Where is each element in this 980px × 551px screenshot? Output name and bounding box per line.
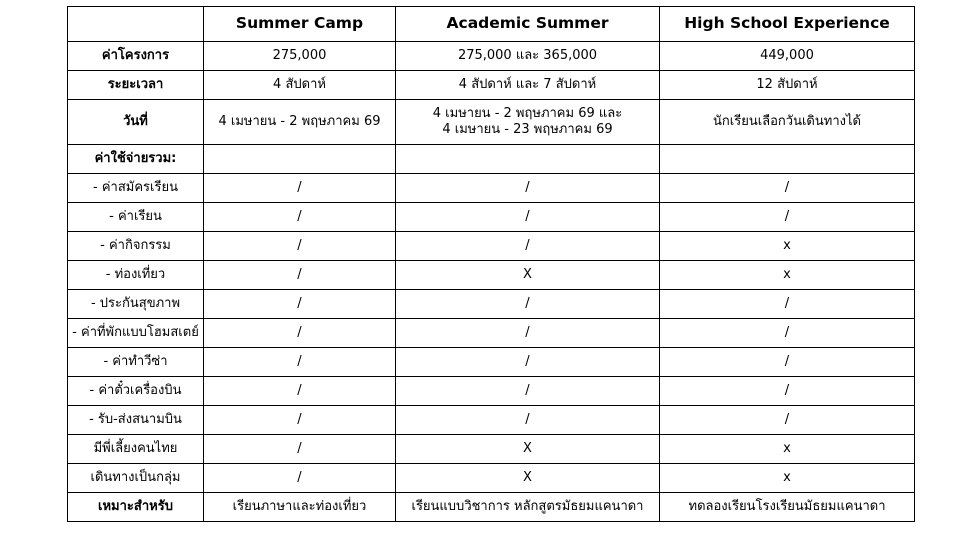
row-label: - ค่าสมัครเรียน (68, 174, 204, 203)
table-row (68, 174, 915, 203)
row-label: - ค่าที่พักแบบโฮมสเตย์ (68, 319, 204, 348)
table-cell: x (660, 261, 915, 290)
table-cell (204, 145, 396, 174)
table-cell: / (204, 232, 396, 261)
program-comparison-table (67, 6, 915, 522)
table-cell: x (660, 464, 915, 493)
row-label: มีพี่เลี้ยงคนไทย (68, 435, 204, 464)
table-row (68, 377, 915, 406)
header-row (68, 7, 915, 42)
table-row (68, 71, 915, 100)
table-cell (396, 100, 660, 145)
table-row (68, 319, 915, 348)
table-cell: 449,000 (660, 42, 915, 71)
row-label: วันที่ (68, 100, 204, 145)
table-cell: X (396, 435, 660, 464)
table-cell: X (396, 261, 660, 290)
table-cell: 4 สัปดาห์ (204, 71, 396, 100)
table-cell: / (396, 232, 660, 261)
header-summer-camp: Summer Camp (204, 7, 396, 42)
table-cell: นักเรียนเลือกวันเดินทางได้ (660, 100, 915, 145)
row-label: ค่าใช้จ่ายรวม: (68, 145, 204, 174)
table-cell: 12 สัปดาห์ (660, 71, 915, 100)
table-cell: / (396, 406, 660, 435)
table-cell: / (396, 348, 660, 377)
table-cell: / (204, 435, 396, 464)
table-cell: / (396, 203, 660, 232)
table-cell: / (660, 290, 915, 319)
table-row (68, 290, 915, 319)
table-cell: / (204, 174, 396, 203)
table-row (68, 42, 915, 71)
table-cell: / (660, 348, 915, 377)
row-label: - ค่ากิจกรรม (68, 232, 204, 261)
table-cell: 275,000 และ 365,000 (396, 42, 660, 71)
table-cell (660, 145, 915, 174)
header-high-school-experience: High School Experience (660, 7, 915, 42)
table-cell: / (204, 464, 396, 493)
table-cell: / (660, 406, 915, 435)
table-cell: / (396, 377, 660, 406)
table-cell: / (204, 377, 396, 406)
row-label: - รับ-ส่งสนามบิน (68, 406, 204, 435)
table-row (68, 348, 915, 377)
table-cell (396, 145, 660, 174)
table-cell: / (396, 319, 660, 348)
row-label: เดินทางเป็นกลุ่ม (68, 464, 204, 493)
table-cell: / (660, 203, 915, 232)
row-label: - ท่องเที่ยว (68, 261, 204, 290)
header-corner (68, 7, 204, 42)
table-cell: 4 สัปดาห์ และ 7 สัปดาห์ (396, 71, 660, 100)
table-cell: x (660, 435, 915, 464)
cell-line: 4 เมษายน - 2 พฤษภาคม 69 และ (432, 105, 623, 121)
table-cell: x (660, 232, 915, 261)
row-label: - ค่าตั๋วเครื่องบิน (68, 377, 204, 406)
table-row (68, 493, 915, 522)
table-cell: X (396, 464, 660, 493)
header-academic-summer: Academic Summer (396, 7, 660, 42)
table-cell: 275,000 (204, 42, 396, 71)
table-row (68, 145, 915, 174)
table-cell: / (204, 406, 396, 435)
table-body (68, 42, 915, 522)
table-cell: / (660, 377, 915, 406)
table-cell: / (396, 290, 660, 319)
cell-line: 4 เมษายน - 23 พฤษภาคม 69 (442, 122, 613, 137)
table-cell: / (660, 174, 915, 203)
table-row (68, 261, 915, 290)
row-label: เหมาะสำหรับ (68, 493, 204, 522)
row-label: ค่าโครงการ (68, 42, 204, 71)
table-row (68, 100, 915, 145)
table-cell: / (204, 261, 396, 290)
row-label: - ประกันสุขภาพ (68, 290, 204, 319)
table-cell: / (204, 348, 396, 377)
table-row (68, 232, 915, 261)
table-cell: / (396, 174, 660, 203)
table-cell: เรียนแบบวิชาการ หลักสูตรมัธยมแคนาดา (396, 493, 660, 522)
table-row (68, 203, 915, 232)
table-cell: เรียนภาษาและท่องเที่ยว (204, 493, 396, 522)
row-label: ระยะเวลา (68, 71, 204, 100)
table-cell: / (204, 290, 396, 319)
table-cell: 4 เมษายน - 2 พฤษภาคม 69 (204, 100, 396, 145)
row-label: - ค่าเรียน (68, 203, 204, 232)
table-row (68, 464, 915, 493)
row-label: - ค่าทำวีซ่า (68, 348, 204, 377)
table-cell: ทดลองเรียนโรงเรียนมัธยมแคนาดา (660, 493, 915, 522)
table-row (68, 435, 915, 464)
table-cell: / (204, 203, 396, 232)
table-row (68, 406, 915, 435)
table-cell: / (204, 319, 396, 348)
table-cell: / (660, 319, 915, 348)
